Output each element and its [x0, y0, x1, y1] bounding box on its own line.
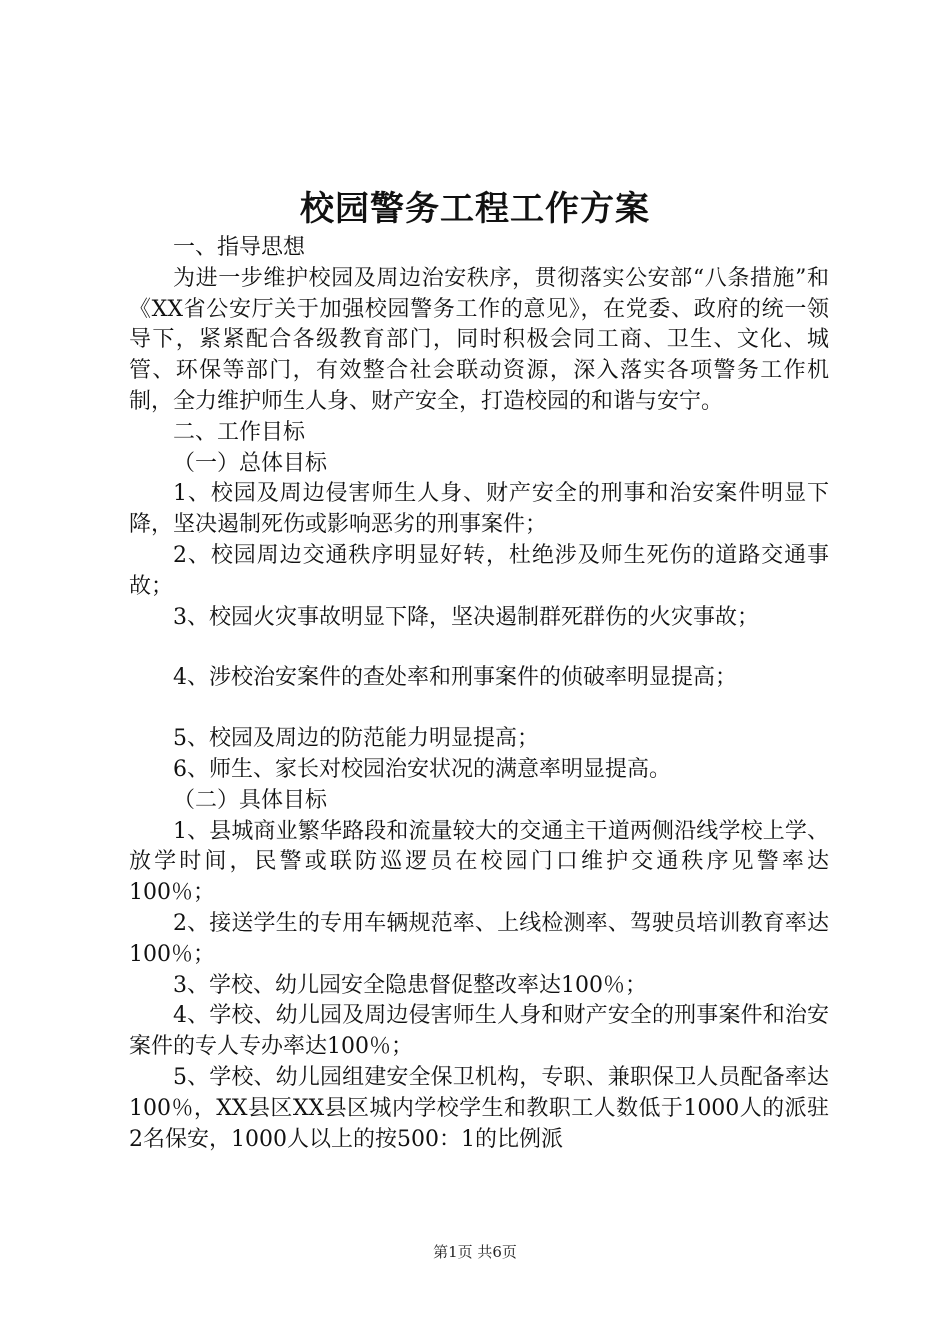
list-item: 4、学校、幼儿园及周边侵害师生人身和财产安全的刑事案件和治安案件的专人专办率达100％； [129, 1003, 829, 1060]
list-item: 5、校园及周边的防范能力明显提高； [173, 726, 539, 752]
list-item: 2、校园周边交通秩序明显好转，杜绝涉及师生死伤的道路交通事故； [129, 542, 829, 599]
list-item: 3、校园火灾事故明显下降，坚决遏制群死群伤的火灾事故； [173, 604, 759, 630]
list-item: 2、接送学生的专用车辆规范率、上线检测率、驾驶员培训教育率达100％； [129, 910, 829, 967]
list-item: 1、县城商业繁华路段和流量较大的交通主干道两侧沿线学校上学、放学时间，民警或联防巡逻员在校园门口维护交通秩序见警率达100％； [129, 818, 829, 906]
list-item: 6、师生、家长对校园治安状况的满意率明显提高。 [173, 756, 671, 782]
section-heading: 二、工作目标 [173, 419, 306, 445]
paragraph: 为进一步维护校园及周边治安秩序，贯彻落实公安部“八条措施”和《XX省公安厅关于加强校园警务工作的意见》，在党委、政府的统一领导下，紧紧配合各级教育部门，同时积极会同工商、卫生、文化、城管、环保等部门，有效整合社会联动资源，深入落实各项警务工作机制，全力维护师生人身、财产安全，打造校园的和谐与安宁。 [129, 265, 829, 414]
subsection-heading: （二）具体目标 [173, 787, 328, 813]
page-number: 第1页 共6页 [433, 1243, 517, 1261]
document-title: 校园警务工程工作方案 [300, 189, 650, 229]
list-item: 4、涉校治安案件的查处率和刑事案件的侦破率明显提高； [173, 665, 737, 691]
subsection-heading: （一）总体目标 [173, 450, 328, 476]
list-item: 5、学校、幼儿园组建安全保卫机构，专职、兼职保卫人员配备率达100％，XX县区XX县区城内学校学生和教职工人数低于1000人的派驻2名保安，1000人以上的按500：1的比例派 [129, 1064, 829, 1152]
list-item: 1、校园及周边侵害师生人身、财产安全的刑事和治安案件明显下降，坚决遏制死伤或影响恶劣的刑事案件； [129, 481, 829, 538]
document-body [129, 233, 829, 1155]
list-item: 3、学校、幼儿园安全隐患督促整改率达100％； [173, 972, 647, 998]
section-heading: 一、指导思想 [173, 235, 306, 260]
